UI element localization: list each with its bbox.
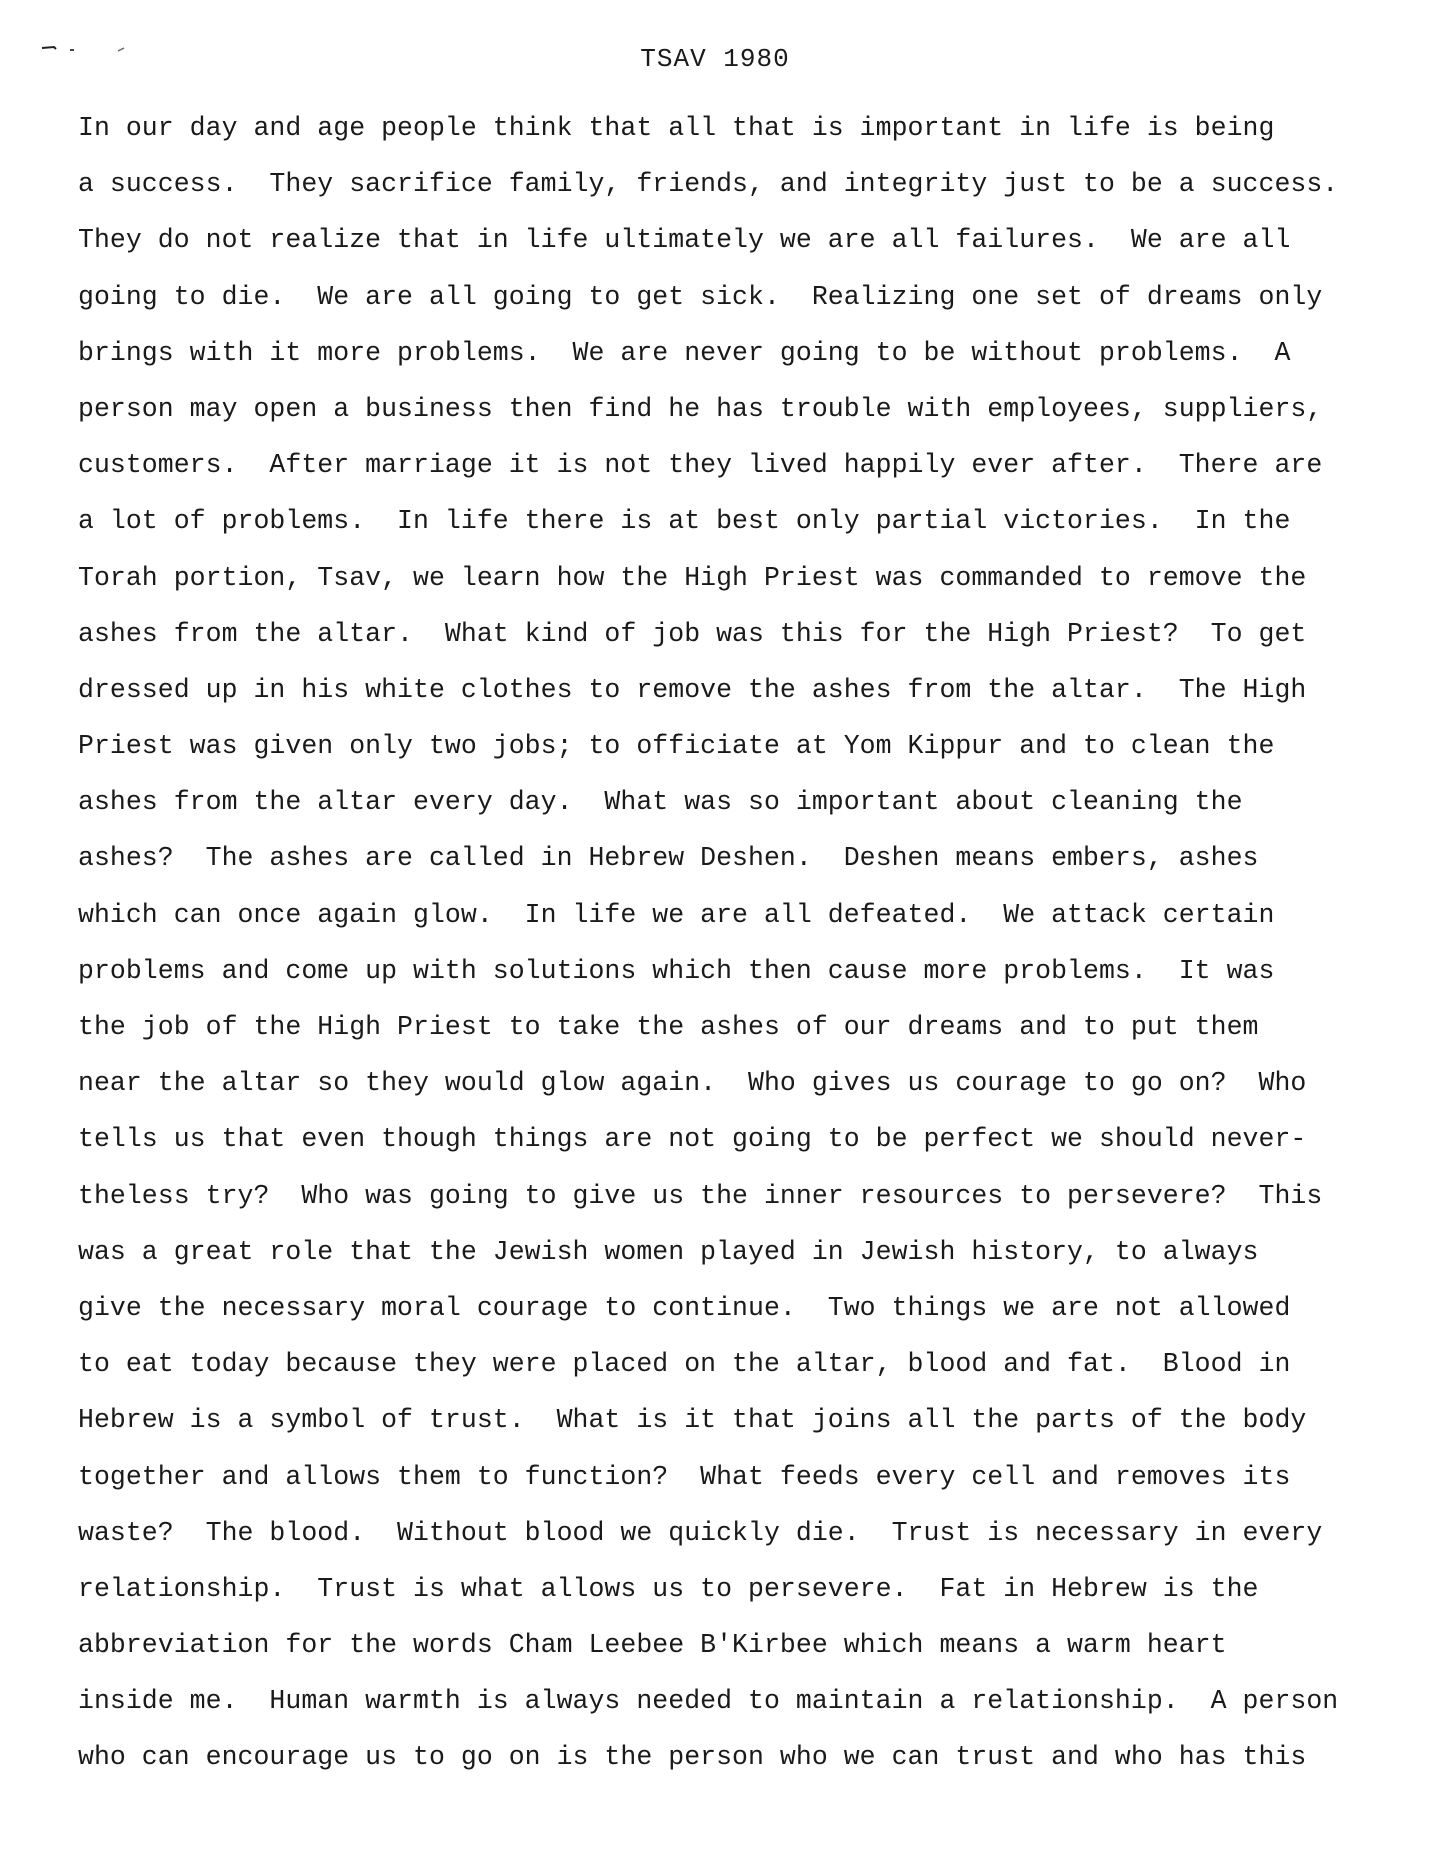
text-line: give the necessary moral courage to continue. Two things we are not allowed <box>78 1292 1291 1323</box>
text-line: brings with it more problems. We are never going to be without problems. A <box>78 337 1291 368</box>
document-body <box>78 100 1428 1786</box>
text-line: tells us that even though things are not going to be perfect we should never- <box>78 1124 1307 1155</box>
text-line: person may open a business then find he has trouble with employees, suppliers, <box>78 393 1323 424</box>
text-line: to eat today because they were placed on the altar, blood and fat. Blood in <box>78 1349 1291 1380</box>
text-line: a lot of problems. In life there is at best only partial victories. In the <box>78 506 1291 537</box>
text-line: customers. After marriage it is not they lived happily ever after. There are <box>78 450 1323 481</box>
text-line: a success. They sacrifice family, friends, and integrity just to be a success. <box>78 169 1339 200</box>
text-line: inside me. Human warmth is always needed to maintain a relationship. A person <box>78 1686 1339 1717</box>
text-line: ashes? The ashes are called in Hebrew Deshen. Deshen means embers, ashes <box>78 843 1259 874</box>
text-line: Priest was given only two jobs; to officiate at Yom Kippur and to clean the <box>78 731 1275 762</box>
text-line: ashes from the altar every day. What was so important about cleaning the <box>78 787 1243 818</box>
text-line: going to die. We are all going to get sick. Realizing one set of dreams only <box>78 281 1323 312</box>
text-line: waste? The blood. Without blood we quickly die. Trust is necessary in every <box>78 1517 1323 1548</box>
text-line: near the altar so they would glow again. Who gives us courage to go on? Who <box>78 1068 1307 1099</box>
text-line: together and allows them to function? What feeds every cell and removes its <box>78 1461 1291 1492</box>
text-line: relationship. Trust is what allows us to persevere. Fat in Hebrew is the <box>78 1573 1259 1604</box>
text-line: In our day and age people think that all that is important in life is being <box>78 113 1275 143</box>
text-line: problems and come up with solutions which then cause more problems. It was <box>78 955 1275 986</box>
text-line: Hebrew is a symbol of trust. What is it that joins all the parts of the body <box>78 1405 1307 1436</box>
text-line: was a great role that the Jewish women played in Jewish history, to always <box>78 1236 1259 1267</box>
text-line: who can encourage us to go on is the person who we can trust and who has this <box>78 1742 1307 1773</box>
text-line: the job of the High Priest to take the ashes of our dreams and to put them <box>78 1012 1259 1042</box>
text-line: dressed up in his white clothes to remove the ashes from the altar. The High <box>78 674 1307 705</box>
text-line: which can once again glow. In life we are all defeated. We attack certain <box>78 899 1275 930</box>
text-line: They do not realize that in life ultimately we are all failures. We are all <box>78 225 1291 256</box>
text-line: theless try? Who was going to give us the inner resources to persevere? This <box>78 1180 1323 1211</box>
text-line: Torah portion, Tsav, we learn how the High Priest was commanded to remove the <box>78 562 1307 593</box>
document-title: TSAV 1980 <box>640 44 790 74</box>
text-line: ashes from the altar. What kind of job was this for the High Priest? To get <box>78 618 1307 649</box>
text-line: abbreviation for the words Cham Leebee B'Kirbee which means a warm heart <box>78 1630 1227 1661</box>
